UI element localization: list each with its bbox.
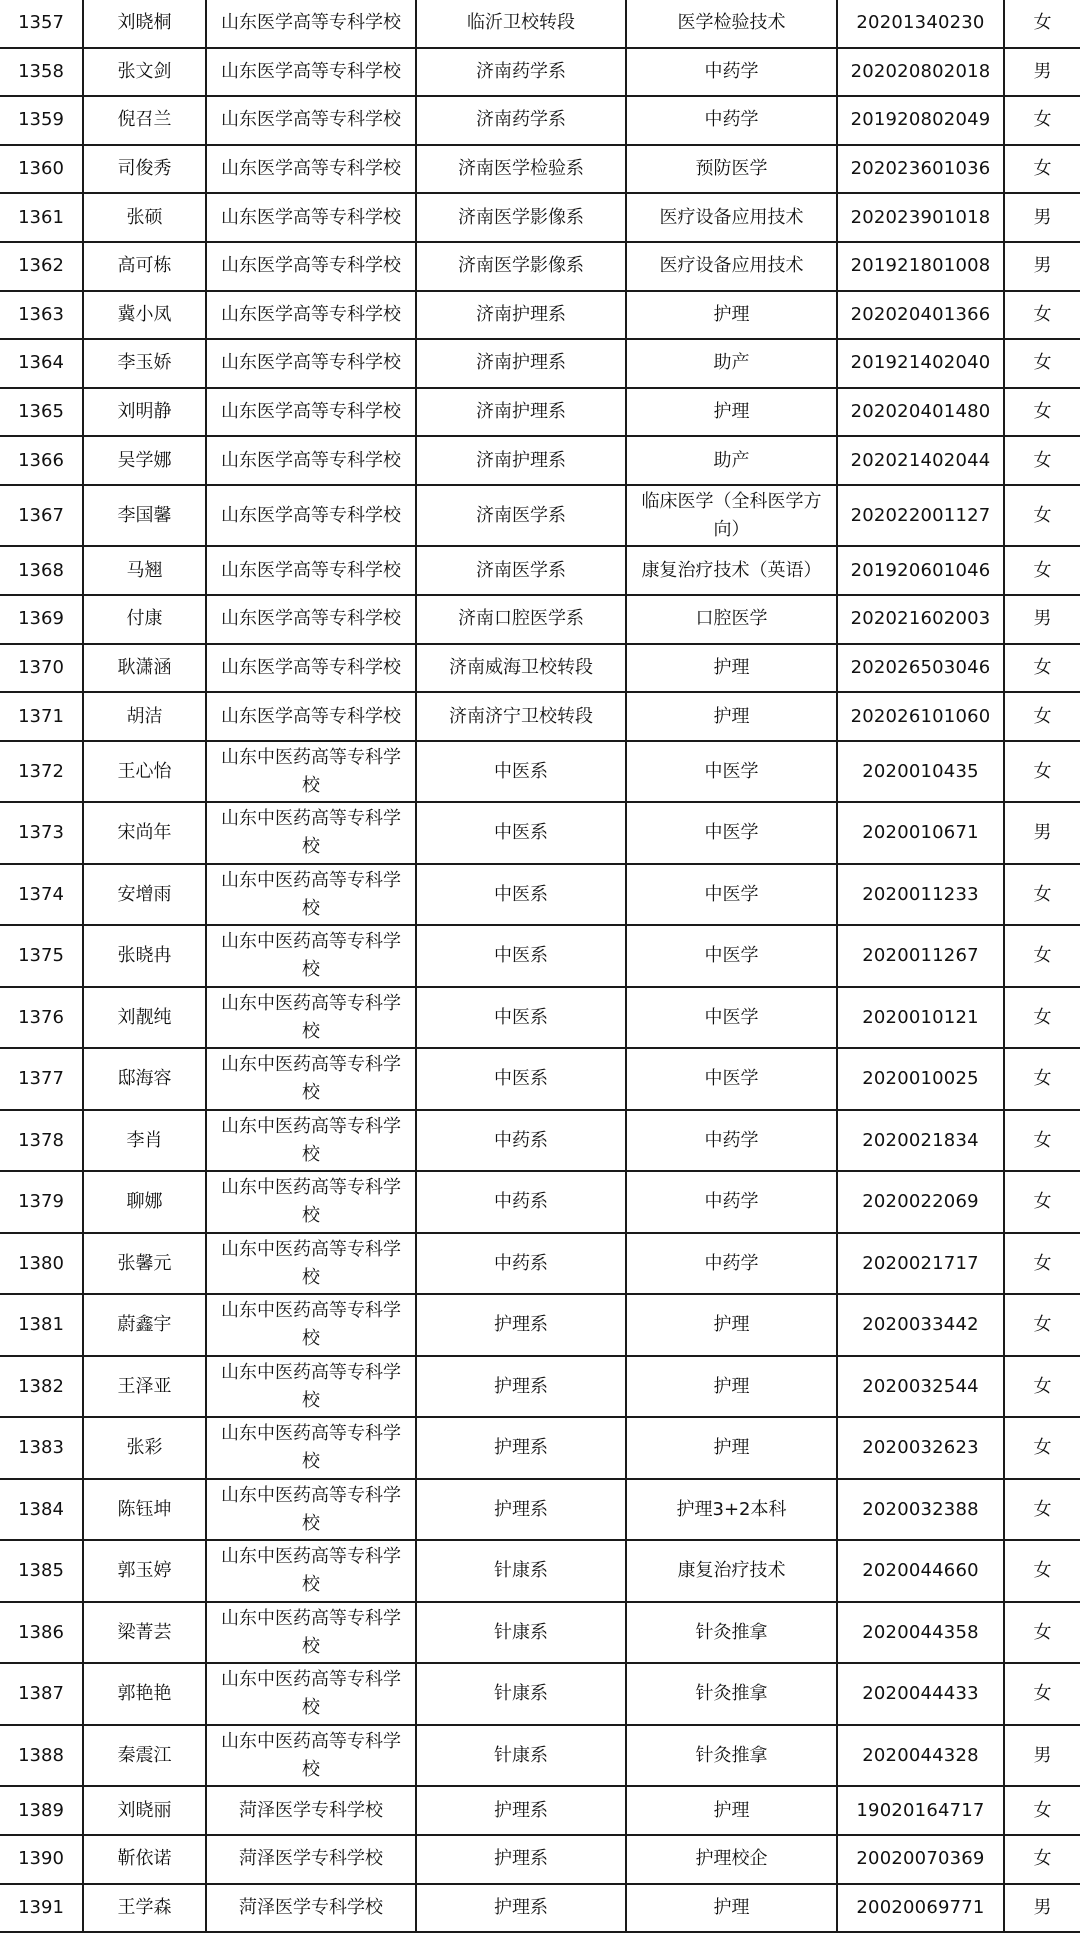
- row-number-cell: 1360: [0, 145, 83, 194]
- department-cell: 济南护理系: [416, 291, 626, 340]
- major-cell: 护理: [626, 291, 837, 340]
- student-id-cell: 2020044358: [837, 1602, 1004, 1664]
- student-id-cell: 2020021834: [837, 1110, 1004, 1172]
- department-cell: 中医系: [416, 1048, 626, 1110]
- department-cell: 护理系: [416, 1835, 626, 1884]
- student-id-cell: 202023901018: [837, 193, 1004, 242]
- school-cell: 菏泽医学专科学校: [206, 1884, 416, 1933]
- table-row: [0, 1048, 1080, 1110]
- school-cell: 山东医学高等专科学校: [206, 193, 416, 242]
- gender-cell: 女: [1004, 1294, 1080, 1356]
- student-id-cell: 202026503046: [837, 644, 1004, 693]
- student-id-cell: 202023601036: [837, 145, 1004, 194]
- major-cell: 护理: [626, 1417, 837, 1479]
- row-number-cell: 1391: [0, 1884, 83, 1933]
- gender-cell: 男: [1004, 242, 1080, 291]
- row-number-cell: 1379: [0, 1171, 83, 1233]
- student-name-cell: 蔚鑫宇: [83, 1294, 206, 1356]
- school-cell: 山东中医药高等专科学校: [206, 1110, 416, 1172]
- department-cell: 中药系: [416, 1110, 626, 1172]
- department-cell: 护理系: [416, 1356, 626, 1418]
- student-id-cell: 202026101060: [837, 692, 1004, 741]
- table-row: [0, 1884, 1080, 1933]
- student-name-cell: 马翘: [83, 546, 206, 595]
- student-id-cell: 202020401366: [837, 291, 1004, 340]
- student-name-cell: 耿潇涵: [83, 644, 206, 693]
- student-name-cell: 倪召兰: [83, 96, 206, 145]
- student-name-cell: 张硕: [83, 193, 206, 242]
- row-number-cell: 1381: [0, 1294, 83, 1356]
- gender-cell: 女: [1004, 1786, 1080, 1835]
- school-cell: 山东医学高等专科学校: [206, 644, 416, 693]
- major-cell: 医疗设备应用技术: [626, 193, 837, 242]
- table-row: [0, 987, 1080, 1049]
- student-id-cell: 2020032623: [837, 1417, 1004, 1479]
- student-id-cell: 202020401480: [837, 388, 1004, 437]
- department-cell: 针康系: [416, 1725, 626, 1787]
- gender-cell: 女: [1004, 1479, 1080, 1541]
- school-cell: 山东医学高等专科学校: [206, 48, 416, 97]
- student-id-cell: 2020022069: [837, 1171, 1004, 1233]
- major-cell: 护理: [626, 1356, 837, 1418]
- school-cell: 山东中医药高等专科学校: [206, 1294, 416, 1356]
- table-row: [0, 96, 1080, 145]
- student-name-cell: 聊娜: [83, 1171, 206, 1233]
- department-cell: 中医系: [416, 802, 626, 864]
- school-cell: 山东医学高等专科学校: [206, 485, 416, 547]
- row-number-cell: 1365: [0, 388, 83, 437]
- table-row: [0, 1417, 1080, 1479]
- major-cell: 护理校企: [626, 1835, 837, 1884]
- row-number-cell: 1362: [0, 242, 83, 291]
- student-id-cell: 2020010025: [837, 1048, 1004, 1110]
- student-name-cell: 付康: [83, 595, 206, 644]
- gender-cell: 女: [1004, 485, 1080, 547]
- gender-cell: 女: [1004, 925, 1080, 987]
- major-cell: 康复治疗技术（英语）: [626, 546, 837, 595]
- row-number-cell: 1384: [0, 1479, 83, 1541]
- major-cell: 中药学: [626, 96, 837, 145]
- row-number-cell: 1367: [0, 485, 83, 547]
- department-cell: 中医系: [416, 741, 626, 803]
- gender-cell: 女: [1004, 1835, 1080, 1884]
- row-number-cell: 1363: [0, 291, 83, 340]
- table-row: [0, 291, 1080, 340]
- table-row: [0, 925, 1080, 987]
- student-id-cell: 20201340230: [837, 0, 1004, 48]
- department-cell: 济南医学系: [416, 546, 626, 595]
- department-cell: 护理系: [416, 1294, 626, 1356]
- school-cell: 山东医学高等专科学校: [206, 595, 416, 644]
- student-name-cell: 安增雨: [83, 864, 206, 926]
- student-name-cell: 郭玉婷: [83, 1540, 206, 1602]
- school-cell: 山东中医药高等专科学校: [206, 741, 416, 803]
- school-cell: 山东中医药高等专科学校: [206, 1233, 416, 1295]
- student-id-cell: 2020010671: [837, 802, 1004, 864]
- row-number-cell: 1377: [0, 1048, 83, 1110]
- school-cell: 菏泽医学专科学校: [206, 1835, 416, 1884]
- major-cell: 针灸推拿: [626, 1602, 837, 1664]
- row-number-cell: 1382: [0, 1356, 83, 1418]
- table-row: [0, 644, 1080, 693]
- student-id-cell: 2020044433: [837, 1663, 1004, 1725]
- row-number-cell: 1389: [0, 1786, 83, 1835]
- school-cell: 山东医学高等专科学校: [206, 546, 416, 595]
- gender-cell: 男: [1004, 193, 1080, 242]
- major-cell: 临床医学（全科医学方向）: [626, 485, 837, 547]
- student-id-cell: 19020164717: [837, 1786, 1004, 1835]
- major-cell: 中药学: [626, 48, 837, 97]
- table-row: [0, 864, 1080, 926]
- student-id-cell: 201920601046: [837, 546, 1004, 595]
- school-cell: 山东医学高等专科学校: [206, 145, 416, 194]
- department-cell: 济南济宁卫校转段: [416, 692, 626, 741]
- student-name-cell: 郭艳艳: [83, 1663, 206, 1725]
- student-id-cell: 202021602003: [837, 595, 1004, 644]
- student-name-cell: 刘明静: [83, 388, 206, 437]
- table-row: [0, 1479, 1080, 1541]
- gender-cell: 男: [1004, 48, 1080, 97]
- table-row: [0, 48, 1080, 97]
- major-cell: 中药学: [626, 1110, 837, 1172]
- gender-cell: 男: [1004, 802, 1080, 864]
- school-cell: 山东中医药高等专科学校: [206, 1048, 416, 1110]
- student-id-cell: 20020069771: [837, 1884, 1004, 1933]
- gender-cell: 女: [1004, 546, 1080, 595]
- gender-cell: 女: [1004, 96, 1080, 145]
- major-cell: 中医学: [626, 864, 837, 926]
- student-name-cell: 刘晓桐: [83, 0, 206, 48]
- gender-cell: 女: [1004, 1356, 1080, 1418]
- gender-cell: 女: [1004, 1540, 1080, 1602]
- department-cell: 济南药学系: [416, 96, 626, 145]
- major-cell: 中药学: [626, 1171, 837, 1233]
- student-name-cell: 王心怡: [83, 741, 206, 803]
- student-name-cell: 秦震江: [83, 1725, 206, 1787]
- table-row: [0, 193, 1080, 242]
- student-name-cell: 吴学娜: [83, 436, 206, 485]
- student-name-cell: 冀小凤: [83, 291, 206, 340]
- school-cell: 山东医学高等专科学校: [206, 339, 416, 388]
- school-cell: 山东中医药高等专科学校: [206, 925, 416, 987]
- department-cell: 中药系: [416, 1171, 626, 1233]
- department-cell: 中医系: [416, 864, 626, 926]
- student-id-cell: 2020044660: [837, 1540, 1004, 1602]
- table-row: [0, 1171, 1080, 1233]
- row-number-cell: 1378: [0, 1110, 83, 1172]
- department-cell: 济南药学系: [416, 48, 626, 97]
- gender-cell: 女: [1004, 1233, 1080, 1295]
- department-cell: 中医系: [416, 987, 626, 1049]
- major-cell: 针灸推拿: [626, 1725, 837, 1787]
- gender-cell: 女: [1004, 1602, 1080, 1664]
- student-id-cell: 202022001127: [837, 485, 1004, 547]
- row-number-cell: 1376: [0, 987, 83, 1049]
- department-cell: 济南威海卫校转段: [416, 644, 626, 693]
- major-cell: 中医学: [626, 1048, 837, 1110]
- student-id-cell: 2020010435: [837, 741, 1004, 803]
- gender-cell: 女: [1004, 987, 1080, 1049]
- table-row: [0, 145, 1080, 194]
- student-id-cell: 201921801008: [837, 242, 1004, 291]
- student-id-cell: 20020070369: [837, 1835, 1004, 1884]
- row-number-cell: 1368: [0, 546, 83, 595]
- school-cell: 山东中医药高等专科学校: [206, 1725, 416, 1787]
- major-cell: 护理: [626, 1884, 837, 1933]
- student-id-cell: 202021402044: [837, 436, 1004, 485]
- department-cell: 济南医学系: [416, 485, 626, 547]
- student-name-cell: 张晓冉: [83, 925, 206, 987]
- school-cell: 山东医学高等专科学校: [206, 0, 416, 48]
- student-id-cell: 2020011267: [837, 925, 1004, 987]
- student-name-cell: 张彩: [83, 1417, 206, 1479]
- major-cell: 医学检验技术: [626, 0, 837, 48]
- gender-cell: 女: [1004, 1110, 1080, 1172]
- student-id-cell: 2020011233: [837, 864, 1004, 926]
- school-cell: 山东中医药高等专科学校: [206, 1602, 416, 1664]
- row-number-cell: 1390: [0, 1835, 83, 1884]
- student-name-cell: 王学森: [83, 1884, 206, 1933]
- table-row: [0, 1233, 1080, 1295]
- department-cell: 护理系: [416, 1479, 626, 1541]
- table-row: [0, 388, 1080, 437]
- major-cell: 口腔医学: [626, 595, 837, 644]
- student-id-cell: 201920802049: [837, 96, 1004, 145]
- student-name-cell: 李肖: [83, 1110, 206, 1172]
- table-row: [0, 436, 1080, 485]
- table-row: [0, 1786, 1080, 1835]
- gender-cell: 女: [1004, 741, 1080, 803]
- gender-cell: 女: [1004, 1417, 1080, 1479]
- student-id-cell: 202020802018: [837, 48, 1004, 97]
- school-cell: 山东医学高等专科学校: [206, 291, 416, 340]
- row-number-cell: 1369: [0, 595, 83, 644]
- major-cell: 康复治疗技术: [626, 1540, 837, 1602]
- school-cell: 山东医学高等专科学校: [206, 388, 416, 437]
- major-cell: 护理: [626, 388, 837, 437]
- row-number-cell: 1357: [0, 0, 83, 48]
- row-number-cell: 1371: [0, 692, 83, 741]
- student-id-cell: 2020033442: [837, 1294, 1004, 1356]
- department-cell: 济南医学影像系: [416, 193, 626, 242]
- major-cell: 中医学: [626, 925, 837, 987]
- gender-cell: 男: [1004, 1884, 1080, 1933]
- table-row: [0, 242, 1080, 291]
- student-name-cell: 靳依诺: [83, 1835, 206, 1884]
- row-number-cell: 1359: [0, 96, 83, 145]
- student-name-cell: 梁菁芸: [83, 1602, 206, 1664]
- gender-cell: 女: [1004, 1663, 1080, 1725]
- department-cell: 济南医学影像系: [416, 242, 626, 291]
- table-row: [0, 802, 1080, 864]
- department-cell: 临沂卫校转段: [416, 0, 626, 48]
- table-row: [0, 339, 1080, 388]
- school-cell: 山东医学高等专科学校: [206, 242, 416, 291]
- gender-cell: 男: [1004, 1725, 1080, 1787]
- school-cell: 山东中医药高等专科学校: [206, 1540, 416, 1602]
- gender-cell: 女: [1004, 864, 1080, 926]
- row-number-cell: 1385: [0, 1540, 83, 1602]
- row-number-cell: 1366: [0, 436, 83, 485]
- school-cell: 山东医学高等专科学校: [206, 436, 416, 485]
- gender-cell: 女: [1004, 339, 1080, 388]
- table-row: [0, 1110, 1080, 1172]
- school-cell: 山东中医药高等专科学校: [206, 1417, 416, 1479]
- department-cell: 护理系: [416, 1417, 626, 1479]
- major-cell: 助产: [626, 436, 837, 485]
- student-id-cell: 2020010121: [837, 987, 1004, 1049]
- table-row: [0, 1294, 1080, 1356]
- row-number-cell: 1361: [0, 193, 83, 242]
- gender-cell: 女: [1004, 145, 1080, 194]
- gender-cell: 女: [1004, 1048, 1080, 1110]
- major-cell: 中医学: [626, 987, 837, 1049]
- table-row: [0, 741, 1080, 803]
- row-number-cell: 1358: [0, 48, 83, 97]
- gender-cell: 女: [1004, 692, 1080, 741]
- major-cell: 中医学: [626, 741, 837, 803]
- student-name-cell: 司俊秀: [83, 145, 206, 194]
- school-cell: 菏泽医学专科学校: [206, 1786, 416, 1835]
- department-cell: 济南护理系: [416, 339, 626, 388]
- department-cell: 济南医学检验系: [416, 145, 626, 194]
- school-cell: 山东中医药高等专科学校: [206, 1479, 416, 1541]
- row-number-cell: 1383: [0, 1417, 83, 1479]
- gender-cell: 女: [1004, 388, 1080, 437]
- student-name-cell: 张馨元: [83, 1233, 206, 1295]
- gender-cell: 男: [1004, 595, 1080, 644]
- department-cell: 济南护理系: [416, 388, 626, 437]
- student-name-cell: 陈钰坤: [83, 1479, 206, 1541]
- school-cell: 山东医学高等专科学校: [206, 96, 416, 145]
- department-cell: 护理系: [416, 1884, 626, 1933]
- school-cell: 山东中医药高等专科学校: [206, 1663, 416, 1725]
- table-row: [0, 1540, 1080, 1602]
- student-name-cell: 张文剑: [83, 48, 206, 97]
- major-cell: 中医学: [626, 802, 837, 864]
- student-name-cell: 王泽亚: [83, 1356, 206, 1418]
- student-name-cell: 邸海容: [83, 1048, 206, 1110]
- department-cell: 针康系: [416, 1540, 626, 1602]
- school-cell: 山东医学高等专科学校: [206, 692, 416, 741]
- row-number-cell: 1387: [0, 1663, 83, 1725]
- student-name-cell: 刘晓丽: [83, 1786, 206, 1835]
- table-row: [0, 1835, 1080, 1884]
- row-number-cell: 1374: [0, 864, 83, 926]
- student-name-cell: 李玉娇: [83, 339, 206, 388]
- table-row: [0, 595, 1080, 644]
- major-cell: 护理: [626, 1786, 837, 1835]
- row-number-cell: 1386: [0, 1602, 83, 1664]
- school-cell: 山东中医药高等专科学校: [206, 802, 416, 864]
- gender-cell: 女: [1004, 644, 1080, 693]
- table-row: [0, 1725, 1080, 1787]
- student-name-cell: 宋尚年: [83, 802, 206, 864]
- department-cell: 济南口腔医学系: [416, 595, 626, 644]
- table-row: [0, 0, 1080, 48]
- department-cell: 护理系: [416, 1786, 626, 1835]
- major-cell: 护理: [626, 1294, 837, 1356]
- school-cell: 山东中医药高等专科学校: [206, 1356, 416, 1418]
- table-row: [0, 1663, 1080, 1725]
- student-name-cell: 胡洁: [83, 692, 206, 741]
- gender-cell: 女: [1004, 291, 1080, 340]
- gender-cell: 女: [1004, 1171, 1080, 1233]
- table-row: [0, 485, 1080, 547]
- student-id-cell: 2020032544: [837, 1356, 1004, 1418]
- major-cell: 医疗设备应用技术: [626, 242, 837, 291]
- major-cell: 助产: [626, 339, 837, 388]
- gender-cell: 女: [1004, 0, 1080, 48]
- row-number-cell: 1373: [0, 802, 83, 864]
- table-row: [0, 1602, 1080, 1664]
- row-number-cell: 1370: [0, 644, 83, 693]
- row-number-cell: 1375: [0, 925, 83, 987]
- school-cell: 山东中医药高等专科学校: [206, 1171, 416, 1233]
- school-cell: 山东中医药高等专科学校: [206, 987, 416, 1049]
- department-cell: 济南护理系: [416, 436, 626, 485]
- major-cell: 预防医学: [626, 145, 837, 194]
- student-name-cell: 刘靓纯: [83, 987, 206, 1049]
- row-number-cell: 1364: [0, 339, 83, 388]
- department-cell: 针康系: [416, 1602, 626, 1664]
- student-name-cell: 高可栋: [83, 242, 206, 291]
- major-cell: 护理3+2本科: [626, 1479, 837, 1541]
- department-cell: 中药系: [416, 1233, 626, 1295]
- student-id-cell: 2020021717: [837, 1233, 1004, 1295]
- student-id-cell: 201921402040: [837, 339, 1004, 388]
- row-number-cell: 1372: [0, 741, 83, 803]
- table-row: [0, 692, 1080, 741]
- department-cell: 中医系: [416, 925, 626, 987]
- student-id-cell: 2020044328: [837, 1725, 1004, 1787]
- major-cell: 针灸推拿: [626, 1663, 837, 1725]
- table-row: [0, 546, 1080, 595]
- department-cell: 针康系: [416, 1663, 626, 1725]
- school-cell: 山东中医药高等专科学校: [206, 864, 416, 926]
- major-cell: 护理: [626, 644, 837, 693]
- student-id-cell: 2020032388: [837, 1479, 1004, 1541]
- student-name-cell: 李国馨: [83, 485, 206, 547]
- row-number-cell: 1380: [0, 1233, 83, 1295]
- table-row: [0, 1356, 1080, 1418]
- major-cell: 中药学: [626, 1233, 837, 1295]
- row-number-cell: 1388: [0, 1725, 83, 1787]
- gender-cell: 女: [1004, 436, 1080, 485]
- major-cell: 护理: [626, 692, 837, 741]
